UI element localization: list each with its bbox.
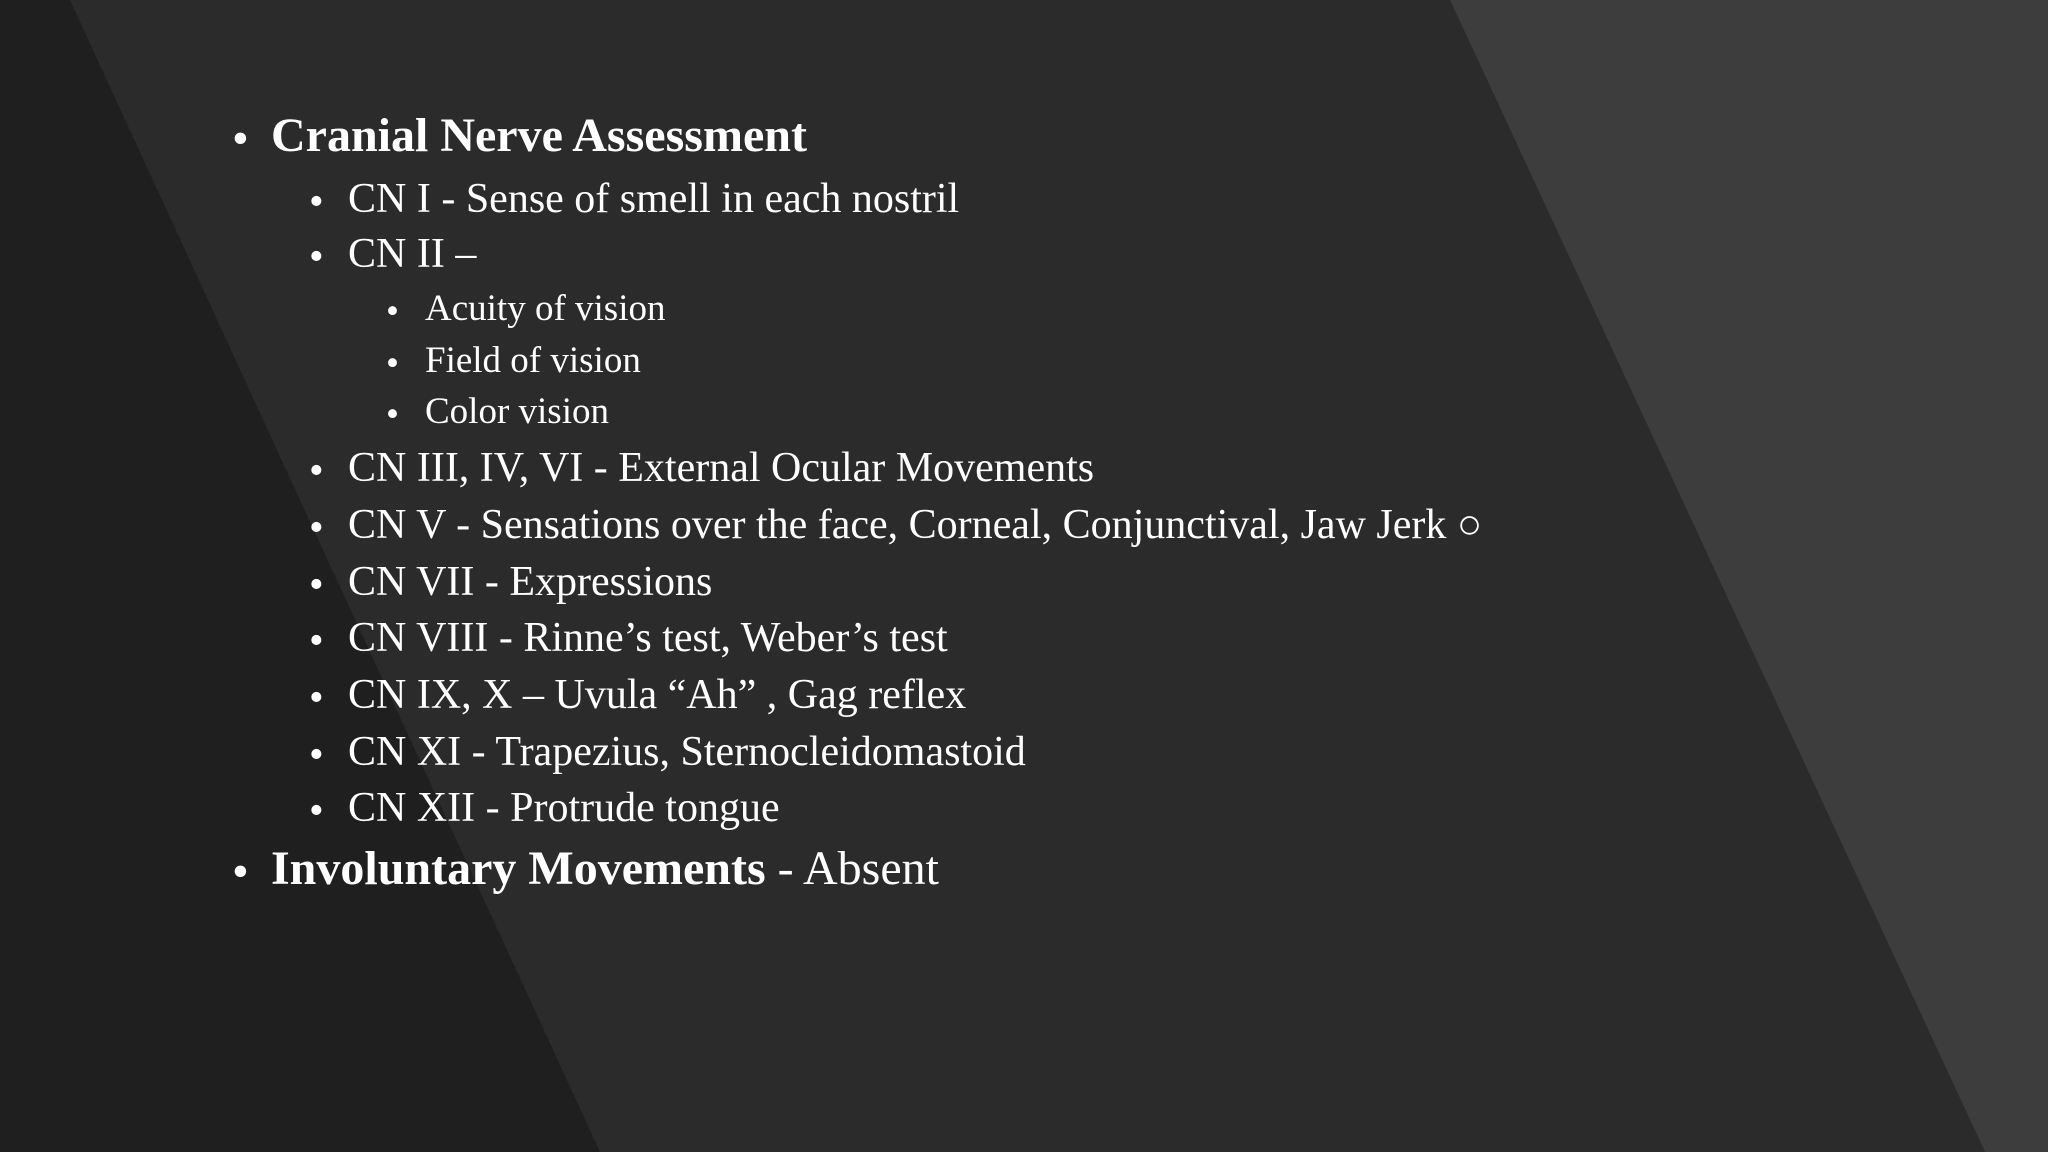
- list-item-cn-viii: CN VIII - Rinne’s test, Weber’s test: [348, 615, 948, 661]
- bullet-marker: •: [309, 732, 324, 778]
- bullet-marker: •: [309, 505, 324, 551]
- heading-bold-text: Involuntary Movements: [271, 842, 766, 895]
- heading-involuntary-movements: [271, 842, 939, 895]
- list-item-cn-xi: CN XI - Trapezius, Sternocleidomastoid: [348, 729, 1026, 775]
- list-item-cn-i: CN I - Sense of smell in each nostril: [348, 176, 960, 222]
- bullet-marker: •: [309, 448, 324, 494]
- list-item-cn-ii: CN II –: [348, 231, 477, 277]
- list-item-acuity-of-vision: Acuity of vision: [425, 288, 666, 329]
- list-item-cn-iii-iv-vi: CN III, IV, VI - External Ocular Movements: [348, 445, 1095, 491]
- bullet-marker: •: [309, 675, 324, 721]
- list-item-cn-ix-x: CN IX, X – Uvula “Ah” , Gag reflex: [348, 672, 967, 718]
- bullet-marker: •: [386, 291, 399, 332]
- bullet-marker: •: [309, 562, 324, 608]
- list-item-color-vision: Color vision: [425, 391, 609, 432]
- bullet-marker: •: [386, 394, 399, 435]
- bullet-marker: •: [386, 343, 399, 384]
- heading-cranial-nerve-assessment: [271, 109, 807, 162]
- bullet-marker: •: [232, 845, 249, 898]
- list-item-cn-vii: CN VII - Expressions: [348, 559, 713, 605]
- bullet-marker: •: [309, 618, 324, 664]
- list-item-cn-v: CN V - Sensations over the face, Corneal, Conjunctival, Jaw Jerk ○: [348, 502, 1483, 548]
- bullet-marker: •: [232, 112, 249, 165]
- list-item-cn-xii: CN XII - Protrude tongue: [348, 785, 780, 831]
- bullet-marker: •: [309, 788, 324, 834]
- heading-bold-text: Cranial Nerve Assessment: [271, 109, 807, 162]
- list-item-field-of-vision: Field of vision: [425, 340, 641, 381]
- bullet-marker: •: [309, 234, 324, 280]
- bullet-marker: •: [309, 179, 324, 225]
- heading-rest-text: - Absent: [765, 842, 939, 895]
